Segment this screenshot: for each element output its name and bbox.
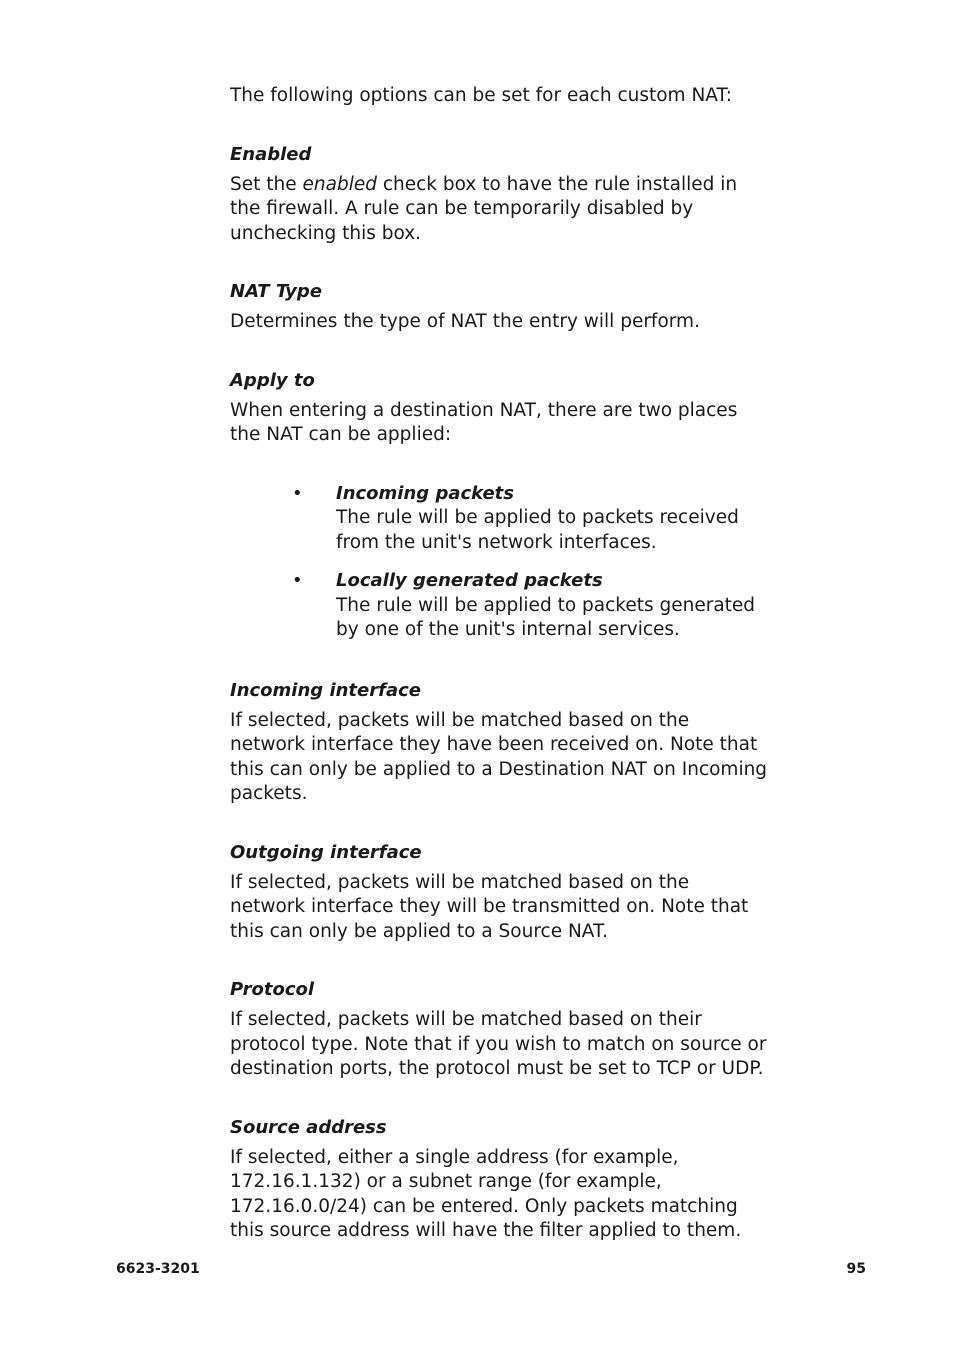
section-heading: Protocol (230, 979, 315, 1000)
section-enabled (230, 143, 770, 247)
section-heading: Enabled (230, 143, 312, 165)
section-nat-type (230, 280, 770, 335)
section-text (230, 173, 770, 247)
section-text: If selected, either a single address (for example, 172.16.1.132) or a subnet range (for example, 172.16.0.0/24) can be entered. Only packets matching this source address will have the filter applied to them. (230, 1146, 742, 1241)
bullet-icon: • (292, 570, 303, 591)
section-text: Determines the type of NAT the entry will perform. (230, 311, 700, 332)
page-number: 95 (846, 1261, 866, 1277)
bullet-title: Locally generated packets (336, 570, 603, 591)
section-apply-to (230, 369, 770, 643)
bullet-title: Incoming packets (336, 482, 514, 504)
section-heading: Outgoing interface (230, 841, 422, 863)
section-incoming-interface (230, 679, 770, 807)
bullet-text: The rule will be applied to packets generated by one of the unit's internal services. (336, 594, 756, 640)
text-part: check box to have the rule installed in the firewall. A rule can be temporarily disabled by unchecking this box. (230, 173, 738, 244)
section-heading: NAT Type (230, 281, 322, 302)
section-text: If selected, packets will be matched based on the network interface they have been received on. Note that this can only be applied to a Destination NAT on Incoming packets. (230, 709, 768, 804)
section-outgoing-interface (230, 841, 770, 945)
section-text: If selected, packets will be matched based on their protocol type. Note that if you wish to match on source or destination ports, the protocol must be set to TCP or UDP. (230, 1009, 767, 1079)
section-source-address (230, 1116, 770, 1244)
intro-text: The following options can be set for each custom NAT: (230, 85, 733, 106)
section-heading: Source address (230, 1116, 387, 1138)
bullet-text: The rule will be applied to packets received from the unit's network interfaces. (336, 507, 739, 553)
list-item (230, 482, 770, 556)
section-protocol (230, 978, 770, 1082)
document-body (230, 84, 770, 1278)
bullet-icon: • (292, 482, 303, 504)
section-heading: Incoming interface (230, 679, 421, 701)
section-text: When entering a destination NAT, there are two places the NAT can be applied: (230, 399, 738, 445)
section-text: If selected, packets will be matched based on the network interface they will be transmitted on. Note that this can only be applied to a Source NAT. (230, 871, 749, 942)
bullet-list (230, 482, 770, 643)
text-part: Set the (230, 173, 303, 195)
document-number: 6623-3201 (116, 1261, 200, 1277)
list-item (230, 569, 770, 643)
section-heading: Apply to (230, 369, 315, 391)
emphasis-text: enabled (302, 173, 377, 195)
